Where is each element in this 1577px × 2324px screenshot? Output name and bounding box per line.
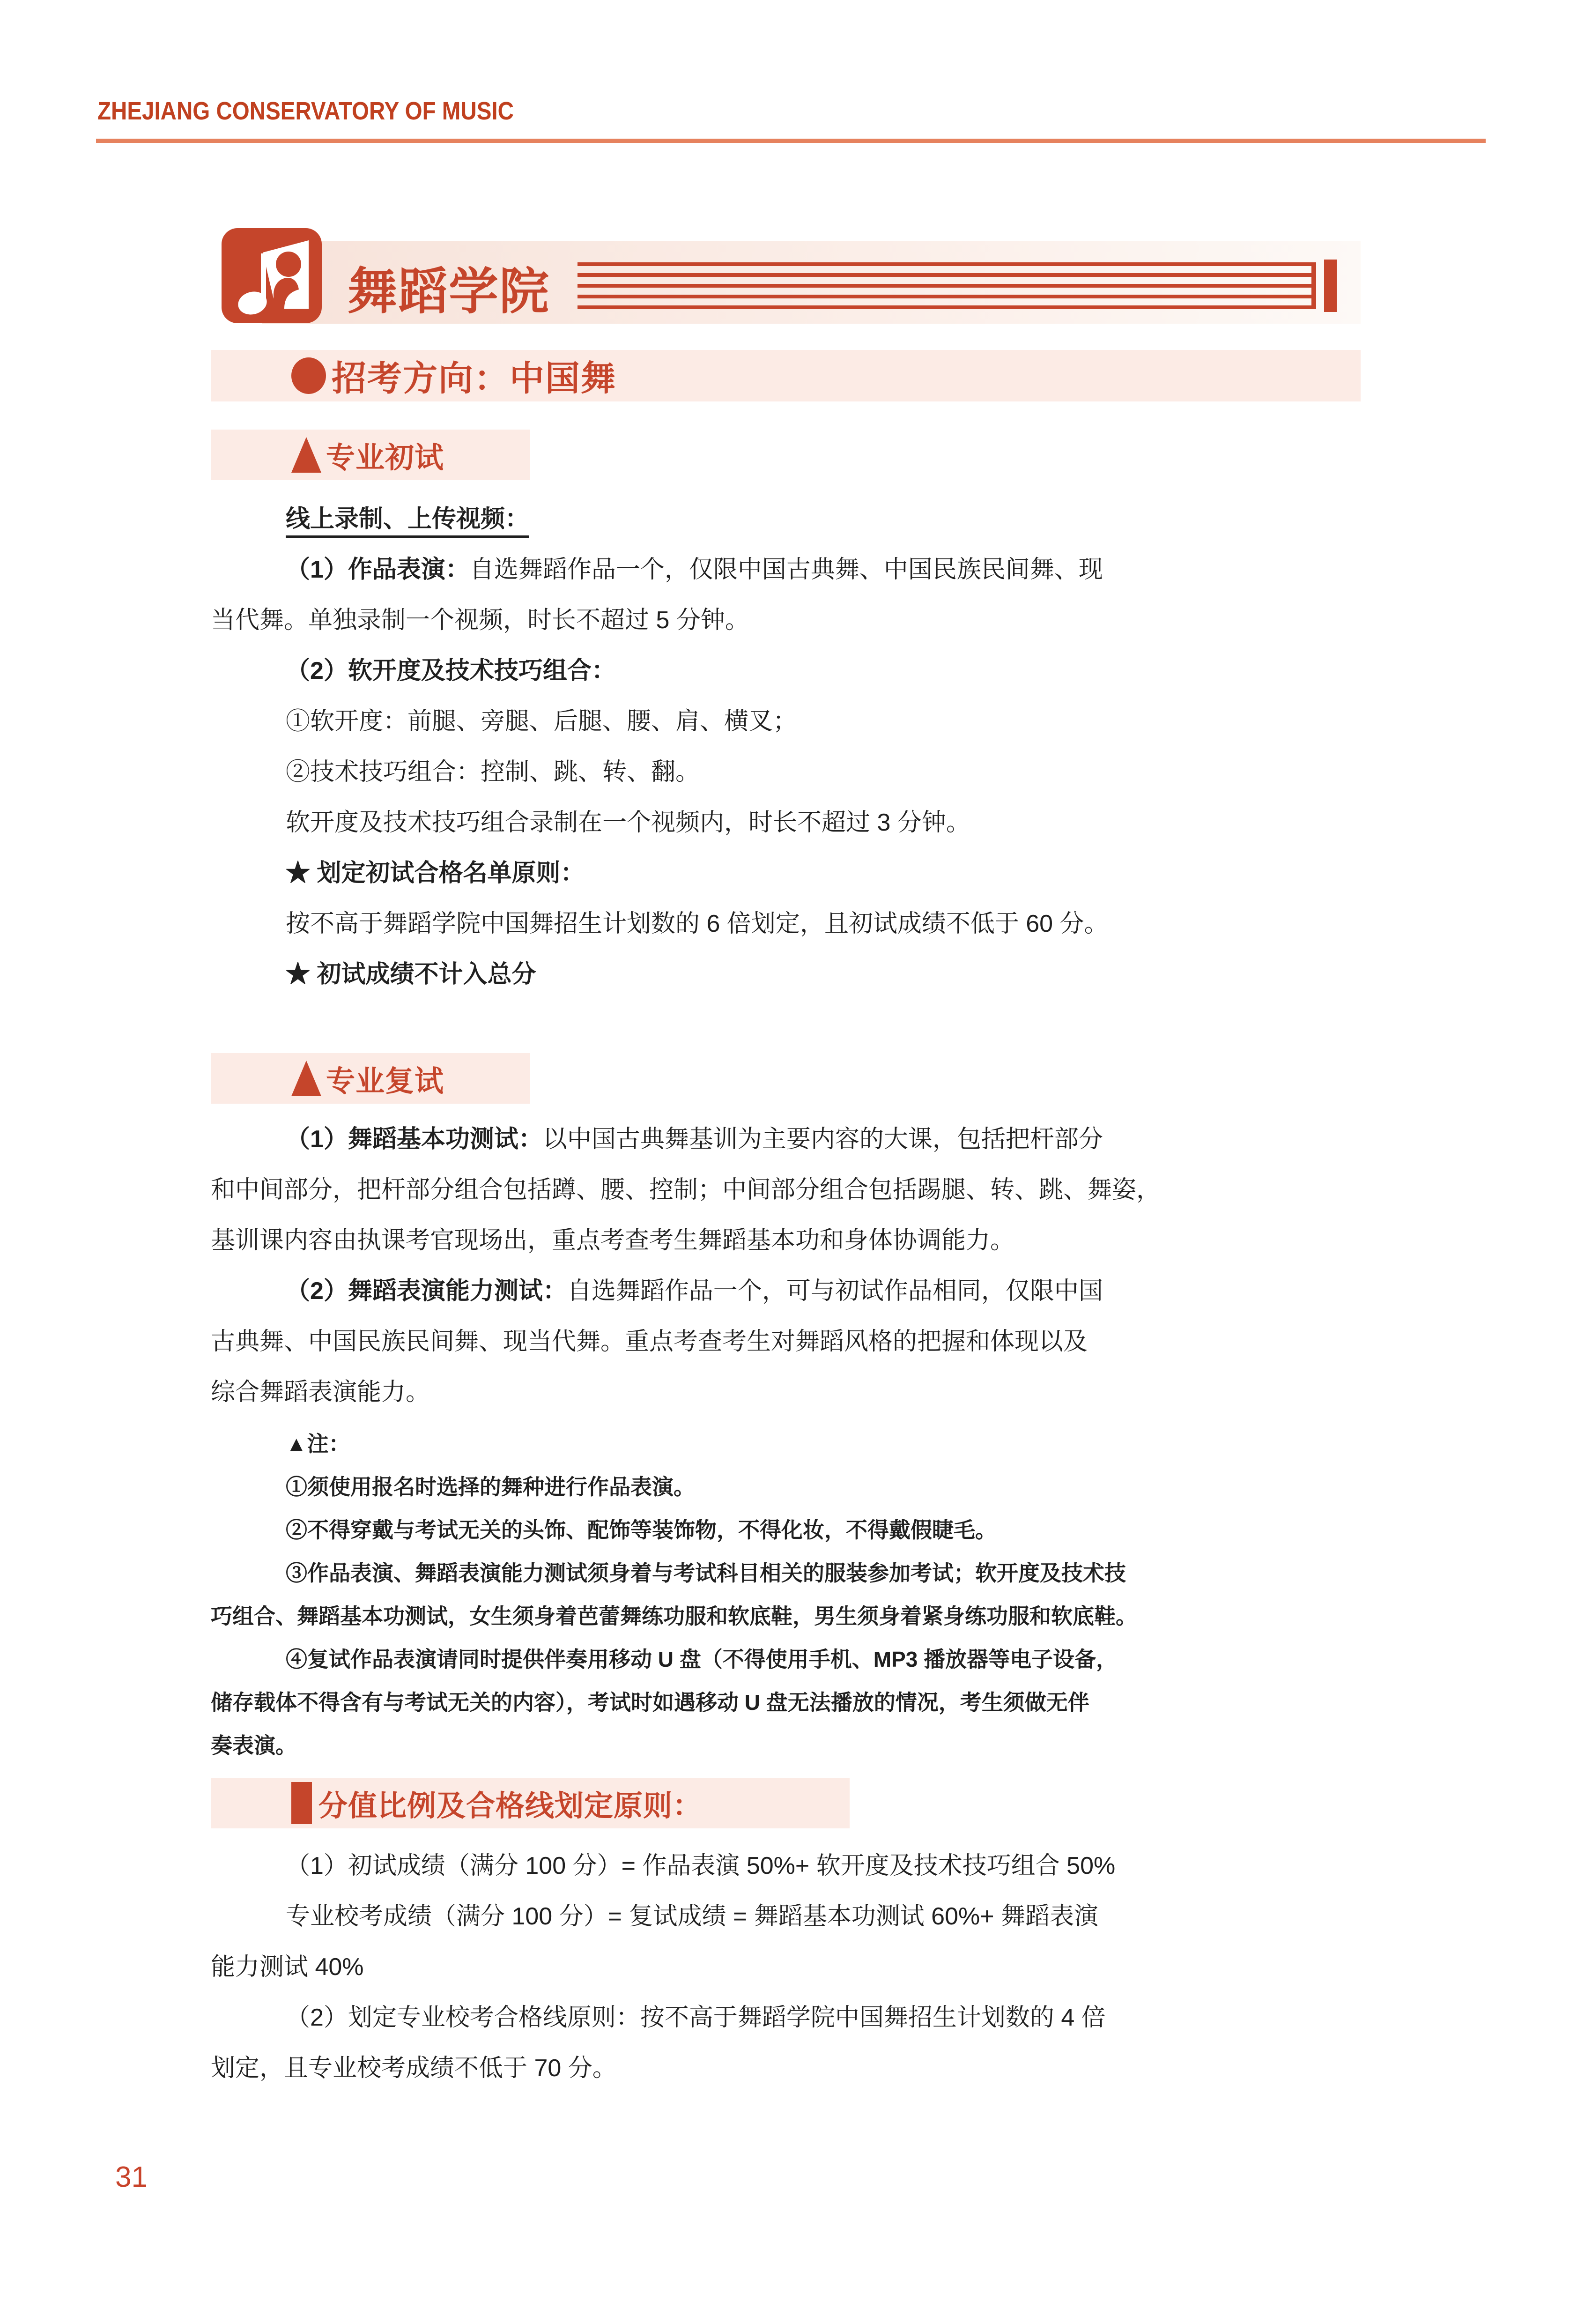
triangle-icon [291, 437, 321, 473]
text-line: （2）软开度及技术技巧组合： [286, 657, 616, 684]
text-line: （1）初试成绩（满分 100 分）= 作品表演 50%+ 软开度及技术技巧组合 50% [286, 1852, 1116, 1879]
text-line: ②技术技巧组合：控制、跳、转、翻。 [286, 758, 700, 786]
retest-text-block [211, 1114, 1161, 1418]
school-name: 舞蹈学院 [348, 265, 550, 319]
section-title: 分值比例及合格线划定原则： [318, 1789, 703, 1822]
text-line: （1）作品表演：自选舞蹈作品一个，仅限中国古典舞、中国民族民间舞、现 [286, 556, 1103, 583]
note-line: 奏表演。 [211, 1733, 297, 1758]
text-line: 当代舞。单独录制一个视频，时长不超过 5 分钟。 [211, 607, 749, 634]
text-line: （2）划定专业校考合格线原则：按不高于舞蹈学院中国舞招生计划数的 4 倍 [286, 2004, 1106, 2031]
text-line: 划定，且专业校考成绩不低于 70 分。 [211, 2055, 617, 2082]
brand-title: ZHEJIANG CONSERVATORY OF MUSIC [97, 97, 514, 125]
direction-label: 招考方向：中国舞 [332, 359, 616, 398]
notes-text-block [211, 1422, 1137, 1767]
note-line: 巧组合、舞蹈基本功测试，女生须身着芭蕾舞练功服和软底鞋，男生须身着紧身练功服和软底鞋。 [211, 1604, 1137, 1628]
section-heading-preliminary [211, 430, 530, 480]
music-staff-icon [577, 262, 1315, 309]
text-line: 古典舞、中国民族民间舞、现当代舞。重点考查考生对舞蹈风格的把握和体现以及 [211, 1328, 1088, 1355]
bullet-circle-icon [291, 357, 326, 394]
text-line: ★ 初试成绩不计入总分 [286, 961, 536, 988]
school-logo [222, 228, 322, 323]
note-line: ②不得穿戴与考试无关的头饰、配饰等装饰物，不得化妆，不得戴假睫毛。 [286, 1518, 997, 1542]
staff-end-thick-bar [1324, 260, 1337, 312]
text-line: 和中间部分，把杆部分组合包括蹲、腰、控制；中间部分组合包括踢腿、转、跳、舞姿， [211, 1176, 1161, 1203]
square-bar-icon [291, 1782, 312, 1824]
text-line: 线上录制、上传视频： [211, 494, 1109, 544]
section-heading-retest [211, 1053, 530, 1104]
section-title: 专业复试 [326, 1065, 444, 1098]
text-line: 综合舞蹈表演能力。 [211, 1379, 430, 1406]
text-line: 软开度及技术技巧组合录制在一个视频内，时长不超过 3 分钟。 [286, 809, 970, 836]
note-line: ④复试作品表演请同时提供伴奏用移动 U 盘（不得使用手机、MP3 播放器等电子设备， [286, 1647, 1118, 1671]
note-line: ③作品表演、舞蹈表演能力测试须身着与考试科目相关的服装参加考试；软开度及技术技 [286, 1561, 1126, 1585]
triangle-icon [291, 1061, 321, 1096]
note-line: ①须使用报名时选择的舞种进行作品表演。 [286, 1475, 695, 1499]
note-line: ▲注： [286, 1432, 350, 1456]
header-divider [96, 139, 1486, 143]
score-text-block [211, 1841, 1115, 2094]
text-line: （1）舞蹈基本功测试：以中国古典舞基训为主要内容的大课，包括把杆部分 [286, 1126, 1103, 1153]
page-number: 31 [115, 2161, 148, 2193]
staff-end-thin-bar [1311, 262, 1316, 309]
note-line: 储存载体不得含有与考试无关的内容），考试时如遇移动 U 盘无法播放的情况，考生须做无伴 [211, 1690, 1089, 1715]
section-title: 专业初试 [326, 441, 444, 474]
preliminary-text-block [211, 494, 1109, 1000]
text-line: （2）舞蹈表演能力测试：自选舞蹈作品一个，可与初试作品相同，仅限中国 [286, 1277, 1103, 1305]
section-heading-score [211, 1778, 850, 1828]
text-line: 能力测试 40% [211, 1953, 364, 1981]
text-line: 专业校考成绩（满分 100 分）= 复试成绩 = 舞蹈基本功测试 60%+ 舞蹈表演 [286, 1903, 1099, 1930]
text-line: 按不高于舞蹈学院中国舞招生计划数的 6 倍划定，且初试成绩不低于 60 分。 [286, 910, 1109, 937]
text-line: ★ 划定初试合格名单原则： [286, 860, 585, 887]
direction-banner [211, 350, 1361, 401]
text-line: ①软开度：前腿、旁腿、后腿、腰、肩、横叉； [286, 708, 798, 735]
text-line: 基训课内容由执课考官现场出，重点考查考生舞蹈基本功和身体协调能力。 [211, 1227, 1015, 1254]
